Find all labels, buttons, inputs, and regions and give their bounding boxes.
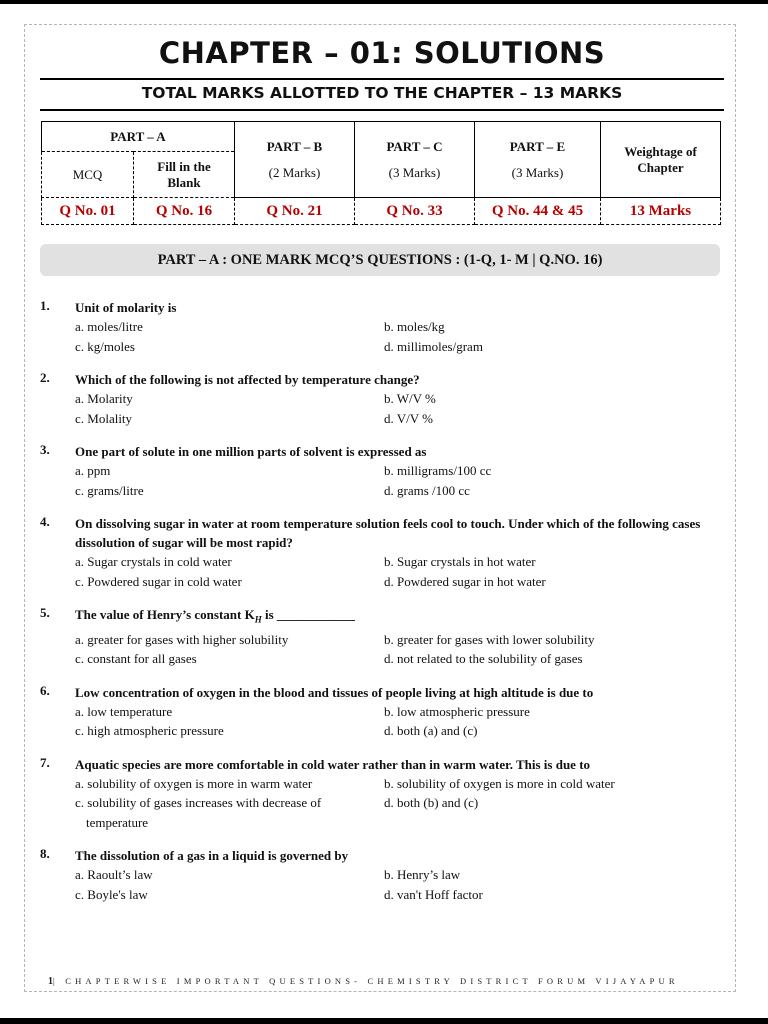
option-a: a. Molarity	[75, 391, 133, 406]
q-cell-part-c: Q No. 33	[355, 198, 475, 225]
options-grid	[75, 389, 730, 428]
question-item	[40, 683, 730, 741]
option-c: c. Molality	[75, 410, 133, 426]
options-grid	[75, 630, 730, 669]
q-cell-mcq: Q No. 01	[42, 198, 134, 225]
part-e-label: PART – E	[509, 138, 566, 154]
option-a: a. moles/litre	[75, 319, 143, 334]
options-grid	[75, 774, 730, 833]
part-c-header	[355, 122, 475, 198]
page-footer	[48, 976, 728, 987]
option-b: b. Henry’s law	[384, 867, 461, 883]
subtitle-rule	[40, 109, 724, 111]
question-number: 5.	[40, 605, 50, 620]
option-c: c. constant for all gases	[75, 651, 197, 667]
question-item	[40, 755, 730, 833]
option-d: d. Powdered sugar in hot water	[384, 573, 546, 589]
option-c: c. Boyle's law	[75, 886, 148, 902]
question-text-main: The value of Henry’s constant K	[75, 607, 255, 622]
title-rule	[40, 78, 724, 80]
question-text: On dissolving sugar in water at room temperature solution feels cool to touch. Under which of the following cases dissolution of sugar will be most rapid?	[75, 516, 701, 550]
option-b: b. moles/kg	[384, 319, 445, 334]
option-a: a. greater for gases with higher solubility	[75, 631, 289, 647]
option-d: d. both (a) and (c)	[384, 723, 478, 739]
marks-table	[41, 121, 721, 225]
question-text: The dissolution of a gas in a liquid is governed by	[75, 848, 349, 864]
question-text: Low concentration of oxygen in the blood and tissues of people living at high altitude is due to	[75, 684, 594, 700]
option-d: d. grams /100 cc	[384, 482, 470, 498]
question-number: 4.	[40, 514, 50, 529]
table-row	[42, 198, 721, 225]
q-cell-weightage: 13 Marks	[601, 198, 721, 225]
henry-subscript: H	[254, 614, 262, 625]
top-border-bar	[0, 0, 768, 4]
option-c: c. grams/litre	[75, 482, 144, 498]
fill-blank-header	[134, 152, 235, 198]
options-grid	[75, 702, 730, 741]
option-b: b. solubility of oxygen is more in cold water	[384, 775, 615, 791]
options-grid	[75, 865, 730, 904]
bottom-border-bar	[0, 1018, 768, 1024]
option-a: a. solubility of oxygen is more in warm water	[75, 775, 313, 791]
option-c: c. solubility of gases increases with decrease of temperature	[75, 795, 322, 830]
q-cell-part-e: Q No. 44 & 45	[475, 198, 601, 225]
question-list	[40, 298, 730, 918]
option-b: b. Sugar crystals in hot water	[384, 554, 536, 569]
option-d: d. millimoles/gram	[384, 338, 483, 354]
part-a-banner: PART – A : ONE MARK MCQ’S QUESTIONS : (1-Q, 1- M | Q.NO. 16)	[40, 244, 720, 276]
question-text: Which of the following is not affected by temperature change?	[75, 372, 420, 387]
part-c-marks: (3 Marks)	[388, 164, 441, 180]
question-item	[40, 605, 730, 669]
part-b-label: PART – B	[266, 138, 323, 154]
option-a: a. ppm	[75, 463, 111, 478]
options-grid	[75, 461, 730, 500]
option-d: d. not related to the solubility of gases	[384, 651, 583, 667]
part-e-header	[475, 122, 601, 198]
question-item	[40, 298, 730, 356]
question-text	[75, 605, 730, 630]
mcq-header: MCQ	[42, 152, 134, 198]
option-b: b. W/V %	[384, 391, 436, 406]
part-b-marks: (2 Marks)	[268, 164, 321, 180]
option-b: b. low atmospheric pressure	[384, 703, 530, 719]
page-number: 1	[48, 976, 53, 987]
question-item	[40, 514, 730, 591]
footer-text: | CHAPTERWISE IMPORTANT QUESTIONS- CHEMISTRY DISTRICT FORUM VIJAYAPUR	[53, 976, 679, 986]
part-b-header	[235, 122, 355, 198]
fill-blank-line-2: Blank	[167, 174, 201, 190]
option-b: b. greater for gases with lower solubility	[384, 631, 595, 647]
question-number: 2.	[40, 370, 50, 385]
weightage-line-2: Chapter	[637, 159, 684, 175]
option-a: a. Sugar crystals in cold water	[75, 554, 232, 569]
table-row	[42, 122, 721, 152]
question-number: 7.	[40, 754, 50, 770]
option-c: c. high atmospheric pressure	[75, 723, 224, 739]
option-d: d. van't Hoff factor	[384, 886, 483, 902]
option-a: a. Raoult’s law	[75, 867, 153, 883]
part-c-label: PART – C	[386, 138, 443, 154]
options-grid	[75, 552, 730, 591]
option-c: c. kg/moles	[75, 338, 135, 354]
question-item	[40, 846, 730, 904]
option-b: b. milligrams/100 cc	[384, 463, 492, 478]
chapter-title: CHAPTER – 01: SOLUTIONS	[158, 36, 606, 70]
question-number: 6.	[40, 682, 50, 698]
part-a-header: PART – A	[42, 122, 235, 152]
question-text: Unit of molarity is	[75, 300, 177, 315]
option-a: a. low temperature	[75, 703, 173, 719]
weightage-line-1: Weightage of	[624, 143, 697, 159]
options-grid	[75, 317, 730, 356]
part-e-marks: (3 Marks)	[511, 164, 564, 180]
q-cell-part-b: Q No. 21	[235, 198, 355, 225]
question-text: Aquatic species are more comfortable in cold water rather than in warm water. This is due to	[75, 756, 591, 772]
question-number: 1.	[40, 298, 50, 313]
weightage-header	[601, 122, 721, 198]
question-number: 3.	[40, 442, 50, 457]
question-item	[40, 370, 730, 428]
total-marks-heading: TOTAL MARKS ALLOTTED TO THE CHAPTER – 13 MARKS	[141, 84, 623, 102]
question-text-blank: is ____________	[261, 607, 355, 622]
option-d: d. both (b) and (c)	[384, 795, 479, 811]
question-number: 8.	[40, 846, 50, 862]
question-text: One part of solute in one million parts of solvent is expressed as	[75, 444, 427, 459]
fill-blank-line-1: Fill in the	[157, 158, 211, 174]
option-c: c. Powdered sugar in cold water	[75, 573, 242, 589]
question-item	[40, 442, 730, 500]
option-d: d. V/V %	[384, 410, 433, 426]
q-cell-fill-blank: Q No. 16	[134, 198, 235, 225]
